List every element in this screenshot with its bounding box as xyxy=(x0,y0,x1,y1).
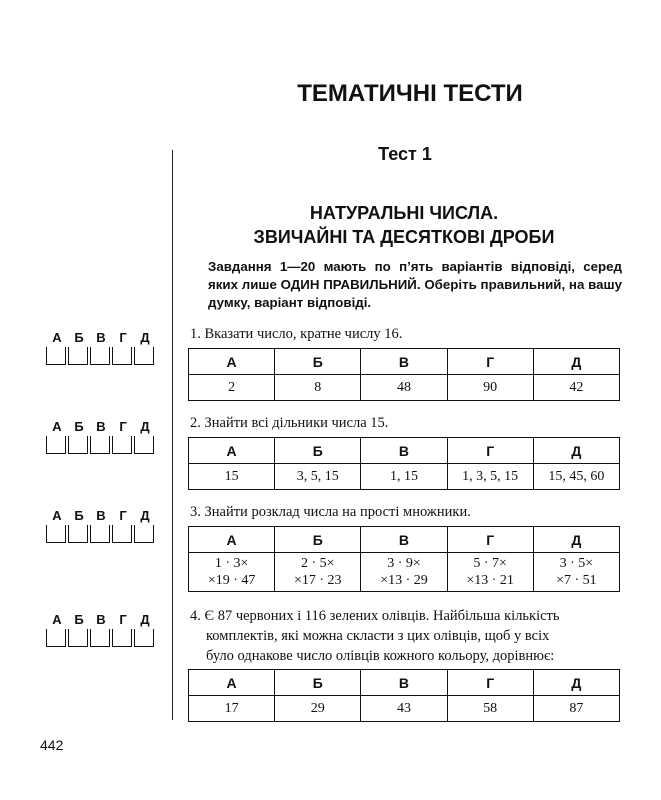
answer-grid-2 xyxy=(46,419,160,454)
option-value-a-line-2: ×19 · 47 xyxy=(207,573,256,588)
option-header-v: В xyxy=(361,670,447,696)
answer-letters xyxy=(46,612,160,627)
answer-boxes xyxy=(46,629,160,647)
option-value-d-line-1: 3 · 5× xyxy=(559,556,594,571)
answer-box-d[interactable] xyxy=(134,347,154,365)
option-value-v-line-2: ×13 · 29 xyxy=(380,573,428,588)
answer-box-v[interactable] xyxy=(90,436,110,454)
answer-box-a[interactable] xyxy=(46,525,66,543)
option-value-a-line-1: 1 · 3× xyxy=(214,556,249,571)
option-value-d: 15, 45, 60 xyxy=(533,464,619,490)
option-value-d xyxy=(533,553,619,592)
topic-heading xyxy=(188,201,620,249)
option-value-b: 3, 5, 15 xyxy=(275,464,361,490)
answer-box-v[interactable] xyxy=(90,629,110,647)
option-header-b: Б xyxy=(275,349,361,375)
answer-grid-1 xyxy=(46,330,160,365)
answer-grid-4 xyxy=(46,612,160,647)
answer-letter-g: Г xyxy=(119,419,127,434)
option-value-g-line-2: ×13 · 21 xyxy=(466,573,514,588)
option-header-b: Б xyxy=(275,527,361,553)
option-header-g: Г xyxy=(447,670,533,696)
option-header-g: Г xyxy=(447,527,533,553)
option-header-b: Б xyxy=(275,438,361,464)
answer-box-b[interactable] xyxy=(68,347,88,365)
answer-letter-a: А xyxy=(52,508,62,523)
question-4-options xyxy=(188,669,620,722)
answer-box-g[interactable] xyxy=(112,629,132,647)
option-value-d: 42 xyxy=(533,375,619,401)
option-header-a: А xyxy=(189,670,275,696)
question-3-text: 3. Знайти розклад числа на прості множники. xyxy=(190,504,471,520)
answer-box-a[interactable] xyxy=(46,347,66,365)
answer-letter-d: Д xyxy=(140,612,150,627)
instructions: Завдання 1—20 мають по п’ять варіантів відповіді, серед яких лише ОДИН ПРАВИЛЬНИЙ. Оберіть правильний, на вашу думку, варіант відповіді. xyxy=(208,259,622,310)
option-header-a: А xyxy=(189,438,275,464)
answer-box-b[interactable] xyxy=(68,436,88,454)
answer-box-a[interactable] xyxy=(46,629,66,647)
answer-box-v[interactable] xyxy=(90,347,110,365)
answer-letter-b: Б xyxy=(74,419,84,434)
option-header-v: В xyxy=(361,349,447,375)
option-value-v: 43 xyxy=(361,696,447,722)
answer-box-d[interactable] xyxy=(134,629,154,647)
answer-box-v[interactable] xyxy=(90,525,110,543)
answer-letter-g: Г xyxy=(119,612,127,627)
option-header-d: Д xyxy=(533,438,619,464)
answer-boxes xyxy=(46,347,160,365)
option-header-a: А xyxy=(189,527,275,553)
option-header-g: Г xyxy=(447,349,533,375)
option-header-d: Д xyxy=(533,670,619,696)
question-1-text: 1. Вказати число, кратне числу 16. xyxy=(190,326,403,342)
answer-boxes xyxy=(46,436,160,454)
question-2-options xyxy=(188,437,620,490)
answer-box-b[interactable] xyxy=(68,629,88,647)
option-header-d: Д xyxy=(533,527,619,553)
answer-box-a[interactable] xyxy=(46,436,66,454)
answer-box-g[interactable] xyxy=(112,347,132,365)
option-value-g-line-1: 5 · 7× xyxy=(473,556,507,571)
option-header-v: В xyxy=(361,527,447,553)
question-3-options xyxy=(188,526,620,592)
option-value-b-line-1: 2 · 5× xyxy=(301,556,335,571)
answer-box-d[interactable] xyxy=(134,525,154,543)
option-value-v: 48 xyxy=(361,375,447,401)
answer-letters xyxy=(46,419,160,434)
option-value-b: 29 xyxy=(275,696,361,722)
question-1-options xyxy=(188,348,620,401)
option-header-g: Г xyxy=(447,438,533,464)
test-title: Тест 1 xyxy=(378,144,432,164)
answer-letter-a: А xyxy=(52,612,62,627)
answer-letter-v: В xyxy=(96,612,106,627)
answer-letter-b: Б xyxy=(74,612,84,627)
answer-letter-a: А xyxy=(52,330,62,345)
answer-letter-v: В xyxy=(96,508,106,523)
answer-box-b[interactable] xyxy=(68,525,88,543)
question-4-line-1: 4. Є 87 червоних і 116 зелених олівців. Найбільша кількість xyxy=(190,608,560,624)
option-value-b-line-2: ×17 · 23 xyxy=(294,573,342,588)
option-value-v: 1, 15 xyxy=(361,464,447,490)
option-value-g: 58 xyxy=(447,696,533,722)
answer-letter-d: Д xyxy=(140,330,150,345)
option-value-g: 1, 3, 5, 15 xyxy=(447,464,533,490)
question-4-text xyxy=(190,606,622,666)
margin-divider xyxy=(172,150,173,720)
option-value-a: 15 xyxy=(189,464,275,490)
page-title: ТЕМАТИЧНІ ТЕСТИ xyxy=(297,80,523,107)
option-value-b: 8 xyxy=(275,375,361,401)
answer-letter-g: Г xyxy=(119,508,127,523)
answer-box-g[interactable] xyxy=(112,436,132,454)
answer-letter-d: Д xyxy=(140,419,150,434)
option-value-a xyxy=(189,553,275,592)
answer-grid-3 xyxy=(46,508,160,543)
answer-letters xyxy=(46,508,160,523)
option-value-a: 2 xyxy=(189,375,275,401)
answer-letter-g: Г xyxy=(119,330,127,345)
option-value-a: 17 xyxy=(189,696,275,722)
option-header-b: Б xyxy=(275,670,361,696)
page-number: 442 xyxy=(40,737,64,753)
option-header-v: В xyxy=(361,438,447,464)
answer-box-d[interactable] xyxy=(134,436,154,454)
answer-letter-v: В xyxy=(96,330,106,345)
answer-letters xyxy=(46,330,160,345)
answer-letter-v: В xyxy=(96,419,106,434)
answer-letter-b: Б xyxy=(74,508,84,523)
question-2-text: 2. Знайти всі дільники числа 15. xyxy=(190,415,389,431)
option-value-v-line-1: 3 · 9× xyxy=(387,556,421,571)
question-4-line-3: було однакове число олівців кожного кольору, дорівнює: xyxy=(206,648,555,664)
answer-boxes xyxy=(46,525,160,543)
answer-letter-a: А xyxy=(52,419,62,434)
option-value-d-line-2: ×7 · 51 xyxy=(556,573,597,588)
topic-line-2: ЗВИЧАЙНІ ТА ДЕСЯТКОВІ ДРОБИ xyxy=(253,227,555,247)
option-value-b xyxy=(275,553,361,592)
option-value-v xyxy=(361,553,447,592)
answer-letter-b: Б xyxy=(74,330,84,345)
question-4-line-2: комплектів, які можна скласти з цих олівців, щоб у всіх xyxy=(206,628,550,644)
answer-letter-d: Д xyxy=(140,508,150,523)
option-header-a: А xyxy=(189,349,275,375)
answer-box-g[interactable] xyxy=(112,525,132,543)
option-value-g xyxy=(447,553,533,592)
option-header-d: Д xyxy=(533,349,619,375)
option-value-g: 90 xyxy=(447,375,533,401)
topic-line-1: НАТУРАЛЬНІ ЧИСЛА. xyxy=(309,203,499,223)
option-value-d: 87 xyxy=(533,696,619,722)
